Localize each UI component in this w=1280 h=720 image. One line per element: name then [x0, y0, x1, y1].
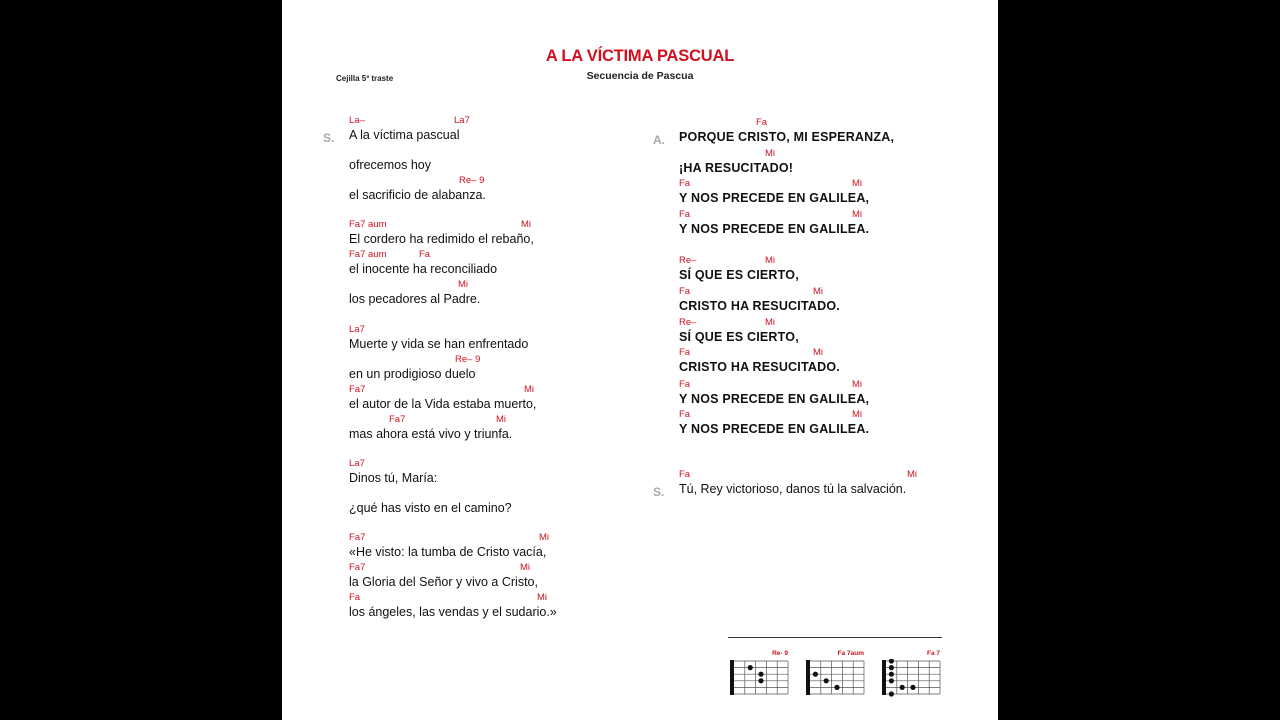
verse-chord-label: Fa [349, 592, 361, 603]
finger-dot [900, 685, 905, 690]
verse-lyric-line: el inocente ha reconciliado [349, 262, 498, 276]
verse-lyric-line: ¿qué has visto en el camino? [349, 501, 512, 515]
nut-bar [730, 660, 734, 695]
fretboard-grid [804, 659, 866, 697]
refrain-chord-label: Mi [852, 379, 863, 390]
fretboard-grid [728, 659, 790, 697]
refrain-chord-label: Mi [765, 148, 776, 159]
verse-chord-label: Mi [496, 414, 507, 425]
nut-bar [882, 660, 886, 695]
refrain-chord-label: Fa [679, 469, 691, 480]
verse-chord-label: Fa7 aum [349, 249, 387, 260]
refrain-lyric-line: CRISTO HA RESUCITADO. [679, 299, 840, 313]
refrain-chord-label: Mi [907, 469, 918, 480]
verse-lyric-line: los ángeles, las vendas y el sudario.» [349, 605, 557, 619]
refrain-lyric-line: Tú, Rey victorioso, danos tú la salvación. [679, 482, 907, 496]
verse-chord-label: Fa [419, 249, 431, 260]
diagram-divider [728, 637, 942, 638]
refrain-chord-label: Mi [852, 409, 863, 420]
refrain-chord-label: Fa [679, 379, 691, 390]
chord-diagram-label: Fa 7aum [837, 650, 864, 657]
refrain-chord-label: Fa [679, 409, 691, 420]
finger-dot [889, 691, 894, 696]
finger-dot [889, 665, 894, 670]
verse-chord-label: Mi [524, 384, 535, 395]
refrain-chord-label: Mi [852, 209, 863, 220]
refrain-chord-label: Fa [679, 209, 691, 220]
verse-lyric-line: el autor de la Vida estaba muerto, [349, 397, 537, 411]
fretboard-grid [880, 659, 942, 697]
verse-chord-label: Mi [537, 592, 548, 603]
refrain-chord-label: Fa [679, 286, 691, 297]
refrain-chord-label: Mi [813, 347, 824, 358]
refrain-chord-label: Mi [852, 178, 863, 189]
verse-chord-label: Fa7 [349, 532, 366, 543]
verse-chord-label: La7 [349, 324, 365, 335]
refrain-chord-label: Mi [765, 255, 776, 266]
capo-note: Cejilla 5º traste [336, 74, 394, 83]
song-title: A LA VÍCTIMA PASCUAL [545, 47, 735, 65]
refrain-lyric-line: ¡HA RESUCITADO! [679, 161, 794, 175]
verse-lyric-line: el sacrificio de alabanza. [349, 188, 486, 202]
chord-diagram [804, 650, 864, 698]
verse-lyric-line: los pecadores al Padre. [349, 292, 481, 306]
finger-dot [834, 685, 839, 690]
verse-lyric-line: en un prodigioso duelo [349, 367, 476, 381]
finger-dot [813, 672, 818, 677]
soloist-marker-final: S. [653, 485, 665, 499]
refrain-lyric-line: Y NOS PRECEDE EN GALILEA, [679, 392, 870, 406]
verse-lyric-line: ofrecemos hoy [349, 158, 431, 172]
finger-dot [910, 685, 915, 690]
refrain-chord-label: Fa [756, 117, 768, 128]
refrain-chord-label: Fa [679, 178, 691, 189]
verse-lyric-line: «He visto: la tumba de Cristo vacía, [349, 545, 547, 559]
verse-chord-label: Fa7 aum [349, 219, 387, 230]
finger-dot [758, 672, 763, 677]
song-sheet [282, 0, 998, 720]
chord-diagram [728, 650, 788, 698]
verse-lyric-line: mas ahora está vivo y triunfa. [349, 427, 513, 441]
refrain-lyric-line: SÍ QUE ES CIERTO, [679, 330, 799, 344]
verse-chord-label: Fa7 [389, 414, 406, 425]
verse-chord-label: Mi [539, 532, 550, 543]
refrain-chord-label: Mi [765, 317, 776, 328]
verse-chord-label: La7 [454, 115, 470, 126]
chord-diagram [880, 650, 940, 698]
verse-chord-label: Re– 9 [459, 175, 485, 186]
verse-chord-label: Fa7 [349, 384, 366, 395]
finger-dot [748, 665, 753, 670]
refrain-lyric-line: Y NOS PRECEDE EN GALILEA, [679, 191, 870, 205]
refrain-lyric-line: Y NOS PRECEDE EN GALILEA. [679, 422, 870, 436]
refrain-chord-label: Re– [679, 317, 697, 328]
verse-chord-label: Mi [520, 562, 531, 573]
verse-chord-label: Mi [521, 219, 532, 230]
verse-lyric-line: Muerte y vida se han enfrentado [349, 337, 529, 351]
refrain-lyric-line: SÍ QUE ES CIERTO, [679, 268, 799, 282]
chord-diagram-label: Re- 9 [772, 650, 788, 657]
refrain-lyric-line: Y NOS PRECEDE EN GALILEA. [679, 222, 870, 236]
verse-chord-label: Mi [458, 279, 469, 290]
song-subtitle: Secuencia de Pascua [586, 70, 694, 82]
nut-bar [806, 660, 810, 695]
refrain-lyric-line: CRISTO HA RESUCITADO. [679, 360, 840, 374]
refrain-lyric-line: PORQUE CRISTO, MI ESPERANZA, [679, 130, 895, 144]
assembly-marker: A. [653, 133, 665, 147]
verse-chord-label: La– [349, 115, 365, 126]
refrain-chord-label: Mi [813, 286, 824, 297]
verse-chord-label: La7 [349, 458, 365, 469]
refrain-chord-label: Re– [679, 255, 697, 266]
verse-chord-label: Re– 9 [455, 354, 481, 365]
finger-dot [889, 672, 894, 677]
soloist-marker: S. [323, 131, 335, 145]
finger-dot [824, 678, 829, 683]
verse-lyric-line: El cordero ha redimido el rebaño, [349, 232, 534, 246]
verse-lyric-line: Dinos tú, María: [349, 471, 438, 485]
refrain-chord-label: Fa [679, 347, 691, 358]
verse-chord-label: Fa7 [349, 562, 366, 573]
finger-dot [758, 678, 763, 683]
finger-dot [889, 659, 894, 664]
chord-diagram-label: Fa 7 [926, 650, 940, 657]
verse-lyric-line: A la víctima pascual [349, 128, 460, 142]
verse-lyric-line: la Gloria del Señor y vivo a Cristo, [349, 575, 538, 589]
finger-dot [889, 678, 894, 683]
